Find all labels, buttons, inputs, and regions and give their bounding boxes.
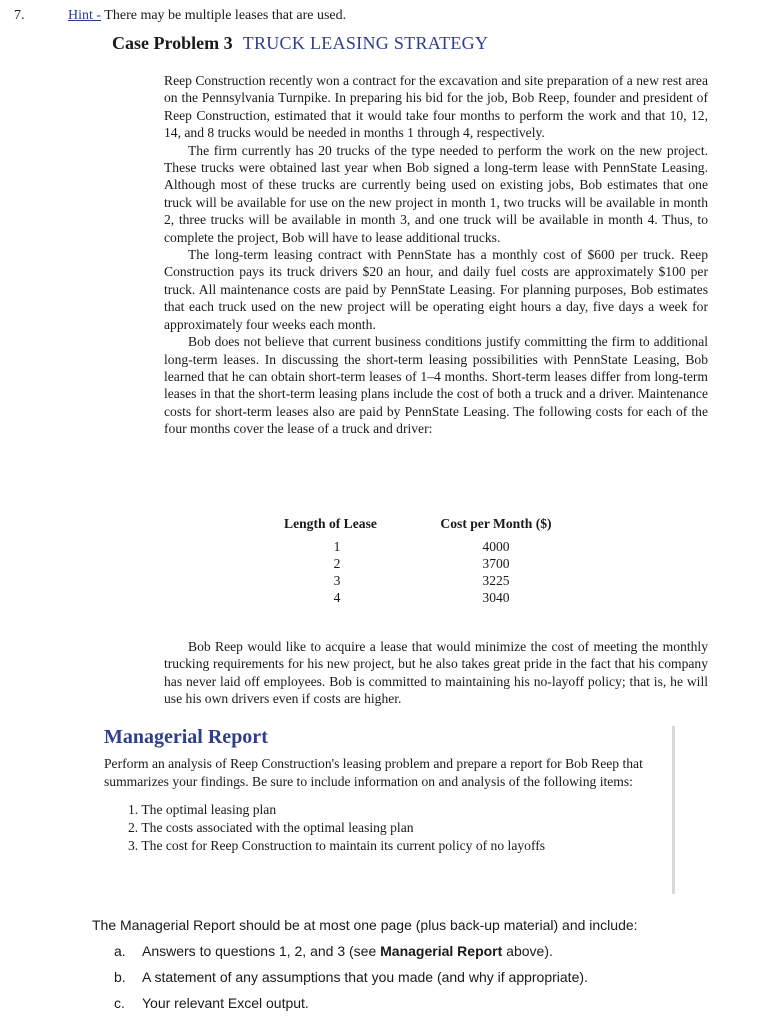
- item-text-pre: Answers to questions 1, 2, and 3 (see: [142, 943, 381, 959]
- lease-length: 2: [333, 556, 341, 571]
- hint-link[interactable]: Hint -: [68, 8, 102, 23]
- lease-length: 4: [333, 590, 341, 605]
- item-text: Your relevant Excel output.: [142, 995, 309, 1011]
- footer-item-b: [114, 964, 712, 990]
- managerial-report-list: [104, 801, 672, 855]
- paragraph-3: The long-term leasing contract with PennState has a monthly cost of $600 per truck. Reep Construction pays its truck drivers $20 an hour, and daily fuel costs are approximately $100 per truck. All maintenance costs are paid by PennState Leasing. For planning purposes, Bob estimates that each truck used on the new project will be operating eight hours a day, five days a week for approximately four weeks each month.: [164, 247, 708, 332]
- lease-cost: 3700: [482, 556, 510, 571]
- table-row: [284, 538, 574, 555]
- lease-cost: 3225: [482, 573, 510, 588]
- table-row: [284, 555, 574, 572]
- item-text: [142, 938, 553, 964]
- item-label: b.: [114, 969, 126, 985]
- item-text-bold: Managerial Report: [380, 943, 503, 959]
- list-item: 1. The optimal leasing plan: [128, 802, 277, 817]
- lease-cost-table: [284, 516, 574, 606]
- lease-cost: 4000: [482, 539, 510, 554]
- managerial-report-section: [104, 726, 675, 894]
- paragraph-2: The firm currently has 20 trucks of the type needed to perform the work on the new project. These trucks were obtained last year when Bob signed a long-term lease with PennState Leasing. Although most of these trucks are currently being used on existing jobs, Bob estimates that one truck will be available for use on the new project in month 1, two trucks will be available in month 2, three trucks will be available in month 3, and one truck will be available in month 4. Thus, to complete the project, Bob will have to lease additional trucks.: [164, 142, 708, 245]
- item-label: c.: [114, 995, 125, 1011]
- list-item: 2. The costs associated with the optimal leasing plan: [128, 820, 414, 835]
- case-body: [164, 72, 708, 438]
- instructions-footer: [92, 912, 712, 1016]
- header-cost: Cost per Month ($): [440, 516, 552, 531]
- managerial-report-intro: Perform an analysis of Reep Construction's leasing problem and prepare a report for Bob Reep that summarizes your findings. Be sure to include information on and analysis of the following items:: [104, 756, 643, 789]
- question-number: 7.: [14, 8, 25, 23]
- hint-text: There may be multiple leases that are used.: [101, 8, 347, 23]
- table-header: [284, 516, 574, 532]
- footer-item-a: [114, 938, 712, 964]
- list-item: 3. The cost for Reep Construction to maintain its current policy of no layoffs: [128, 838, 546, 853]
- item-text-post: above).: [502, 943, 553, 959]
- managerial-report-title: Managerial Report: [104, 726, 268, 748]
- item-label: a.: [114, 943, 126, 959]
- closing-section: [164, 638, 708, 708]
- case-label: Case Problem 3: [112, 33, 233, 53]
- case-title: TRUCK LEASING STRATEGY: [242, 33, 489, 53]
- paragraph-4: Bob does not believe that current business conditions justify committing the firm to additional long-term leases. In discussing the short-term leasing possibilities with PennState Leasing, Bob learned that he can obtain short-term leases of 1–4 months. Short-term leases differ from long-term leases in that the short-term leasing plans include the cost of both a truck and a driver. Maintenance costs for short-term leases also are paid by PennState Leasing. The following costs for each of the four months cover the lease of a truck and driver:: [164, 334, 708, 437]
- paragraph-1: Reep Construction recently won a contract for the excavation and site preparation of a new rest area on the Pennsylvania Turnpike. In preparing his bid for the job, Bob Reep, founder and president of Reep Construction, estimated that it would take four months to perform the work and that 10, 12, 14, and 8 trucks would be needed in months 1 through 4, respectively.: [164, 73, 708, 141]
- hint-line: [68, 8, 346, 24]
- footer-item-c: [114, 990, 712, 1016]
- lease-length: 1: [333, 539, 341, 554]
- table-row: [284, 572, 574, 589]
- header-length: Length of Lease: [284, 516, 377, 531]
- closing-paragraph: Bob Reep would like to acquire a lease that would minimize the cost of meeting the monthly trucking requirements for his new project, but he also takes great pride in the fact that his company has never laid off employees. Bob is committed to maintaining his no-layoff policy; that is, he will use his own drivers even if costs are higher.: [164, 639, 708, 707]
- lease-length: 3: [333, 573, 341, 588]
- item-text: A statement of any assumptions that you made (and why if appropriate).: [142, 969, 588, 985]
- lease-cost: 3040: [482, 590, 510, 605]
- table-row: [284, 589, 574, 606]
- case-heading: [112, 33, 488, 54]
- footer-intro: The Managerial Report should be at most one page (plus back-up material) and include:: [92, 917, 638, 933]
